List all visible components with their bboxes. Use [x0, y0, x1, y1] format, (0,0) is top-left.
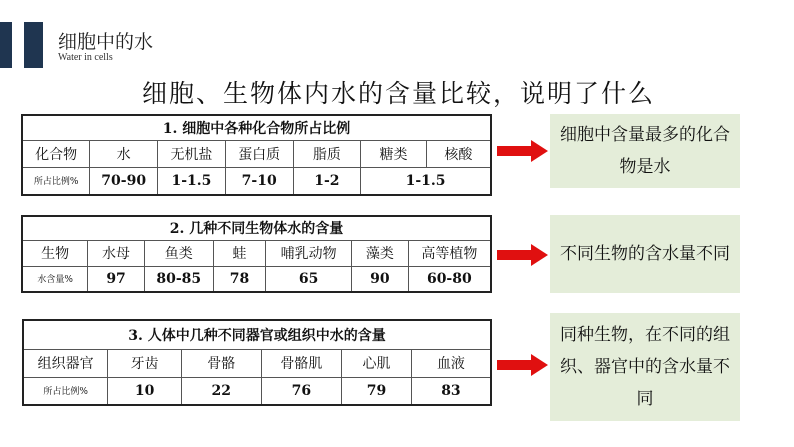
- row-header: 生物: [22, 240, 88, 266]
- column-header: 水: [90, 140, 158, 167]
- page-title: 细胞中的水: [58, 31, 154, 53]
- table-cell: 60-80: [408, 266, 491, 292]
- column-header: 水母: [88, 240, 145, 266]
- header-accent-bar: [0, 22, 12, 68]
- table-cell: 10: [108, 377, 182, 405]
- table-title: 2. 几种不同生物体水的含量: [22, 216, 491, 240]
- table-cell: 83: [411, 377, 491, 405]
- compound-proportion-table: [21, 114, 492, 196]
- tissue-water-table: [22, 319, 492, 406]
- column-header: 骨骼: [181, 349, 261, 377]
- table-title: 3. 人体中几种不同器官或组织中水的含量: [23, 320, 491, 349]
- table-title: 1. 细胞中各种化合物所占比例: [22, 115, 491, 140]
- arrow-right-icon: [497, 139, 549, 163]
- conclusion-box: [550, 114, 740, 188]
- conclusion-text: 同种生物，在不同的组织、器官中的含水量不同: [560, 324, 730, 410]
- column-header: 蛋白质: [225, 140, 293, 167]
- table-cell: 7-10: [225, 167, 293, 195]
- conclusion-box: [550, 313, 740, 421]
- table-cell: 70-90: [90, 167, 158, 195]
- organism-water-table: [21, 215, 492, 293]
- conclusion-text: 细胞中含量最多的化合物是水: [560, 124, 730, 177]
- column-header: 鱼类: [144, 240, 213, 266]
- row-header: 组织器官: [23, 349, 108, 377]
- row-header: 所占比例%: [22, 167, 90, 195]
- arrow-right-icon: [497, 353, 549, 377]
- table-cell: 97: [88, 266, 145, 292]
- row-header: 所占比例%: [23, 377, 108, 405]
- header-accent-block: [24, 22, 43, 68]
- table-cell: 76: [261, 377, 342, 405]
- conclusion-box: [550, 215, 740, 293]
- row-header: 化合物: [22, 140, 90, 167]
- table-cell: 90: [352, 266, 409, 292]
- arrow-right-icon: [497, 243, 549, 267]
- table-cell: 1-1.5: [158, 167, 226, 195]
- table-cell: 65: [266, 266, 352, 292]
- column-header: 骨骼肌: [261, 349, 342, 377]
- column-header: 无机盐: [158, 140, 226, 167]
- column-header: 蛙: [213, 240, 266, 266]
- table-cell: 1-1.5: [361, 167, 491, 195]
- table-cell: 78: [213, 266, 266, 292]
- table-cell: 1-2: [293, 167, 361, 195]
- question-heading: 细胞、生物体内水的含量比较，说明了什么: [142, 79, 656, 108]
- table-cell: 79: [342, 377, 412, 405]
- column-header: 哺乳动物: [266, 240, 352, 266]
- column-header: 高等植物: [408, 240, 491, 266]
- column-header: 心肌: [342, 349, 412, 377]
- page-subtitle: Water in cells: [58, 52, 113, 63]
- column-header: 脂质: [293, 140, 361, 167]
- column-header: 糖类: [361, 140, 427, 167]
- column-header: 血液: [411, 349, 491, 377]
- row-header: 水含量%: [22, 266, 88, 292]
- table-cell: 22: [181, 377, 261, 405]
- column-header: 核酸: [426, 140, 491, 167]
- column-header: 牙齿: [108, 349, 182, 377]
- column-header: 藻类: [352, 240, 409, 266]
- table-cell: 80-85: [144, 266, 213, 292]
- conclusion-text: 不同生物的含水量不同: [560, 243, 730, 264]
